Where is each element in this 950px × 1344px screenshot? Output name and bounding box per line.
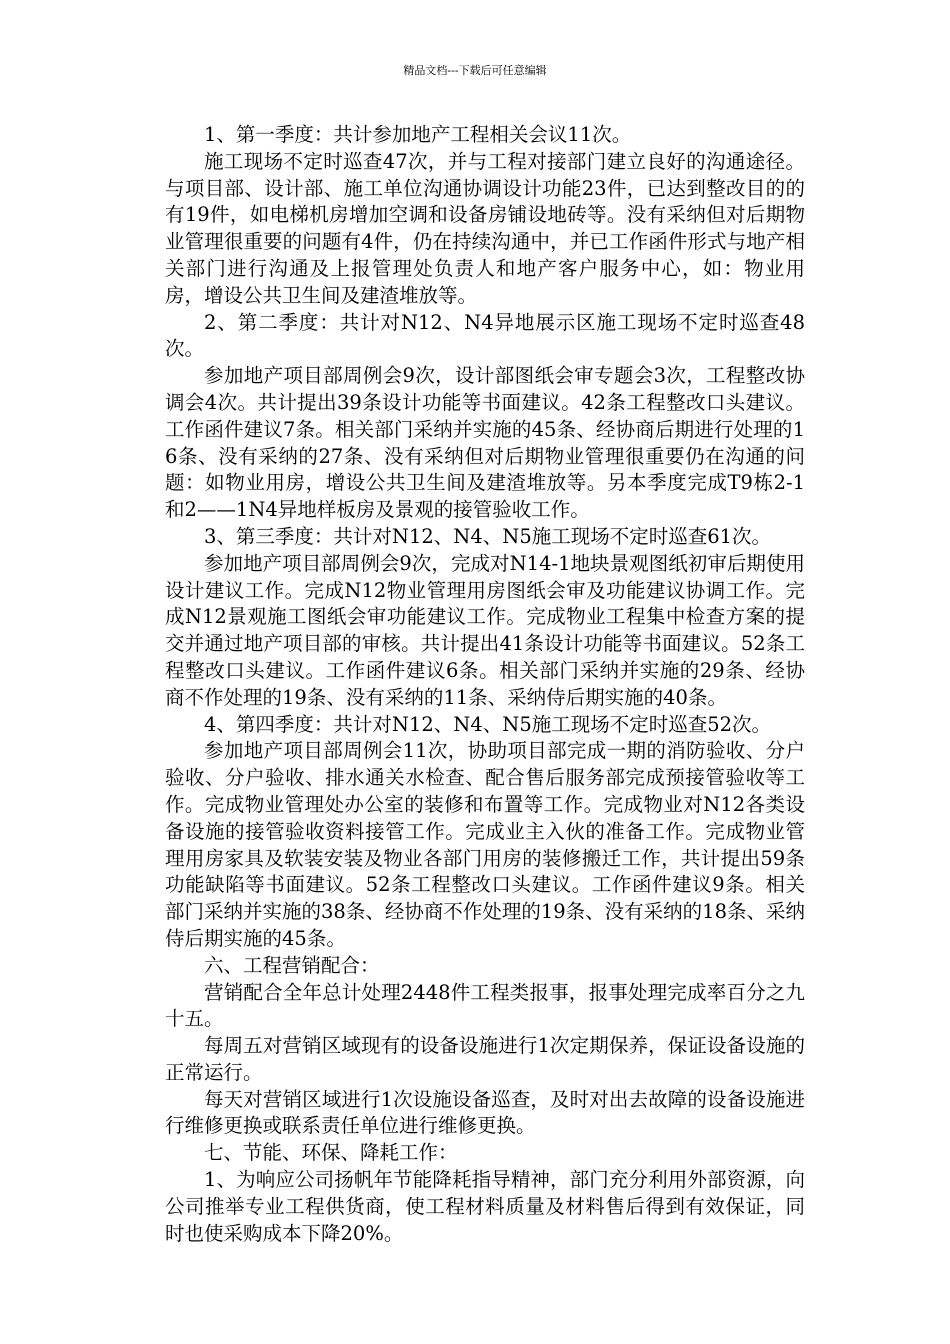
paragraph-q2-title: 2、第二季度：共计对N12、N4异地展示区施工现场不定时巡查48次。 xyxy=(165,310,805,361)
paragraph-marketing-reports: 营销配合全年总计处理2448件工程类报事，报事处理完成率百分之九十五。 xyxy=(165,980,805,1031)
page-header: 精品文档---下载后可任意编辑 xyxy=(403,64,547,77)
paragraph-q4-detail: 参加地产项目部周例会11次，协助项目部完成一期的消防验收、分户验收、分户验收、排水通关水检查、配合售后服务部完成预接管验收等工作。完成物业管理处办公室的装修和布置等工作。完成物业对N12各类设备设施的接管验收资料接管工作。完成业主入伙的准备工作。完成物业管理用房家具及软装安装及物业各部门用房的装修搬迁工作，共计提出59条功能缺陷等书面建议。52条工程整改口头建议。工作函件建议9条。相关部门采纳并实施的38条、经协商不作处理的19条、没有采纳的18条、采纳侍后期实施的45条。 xyxy=(165,739,805,950)
document-body xyxy=(165,122,805,1247)
paragraph-q3-detail: 参加地产项目部周例会9次，完成对N14-1地块景观图纸初审后期使用设计建议工作。完成N12物业管理用房图纸会审及功能建议协调工作。完成N12景观施工图纸会审功能建议工作。完成物业工程集中检查方案的提交并通过地产项目部的审核。共计提出41条设计功能等书面建议。52条工程整改口头建议。工作函件建议6条。相关部门采纳并实施的29条、经协商不作处理的19条、没有采纳的11条、采纳侍后期实施的40条。 xyxy=(165,551,805,709)
paragraph-q1-detail: 施工现场不定时巡查47次，并与工程对接部门建立良好的沟通途径。与项目部、设计部、施工单位沟通协调设计功能23件，已达到整改目的的有19件，如电梯机房增加空调和设备房铺设地砖等。没有采纳但对后期物业管理很重要的问题有4件，仍在持续沟通中，并已工作函件形式与地产相关部门进行沟通及上报管理处负责人和地产客户服务中心，如：物业用房，增设公共卫生间及建渣堆放等。 xyxy=(165,149,805,307)
paragraph-q2-detail: 参加地产项目部周例会9次，设计部图纸会审专题会3次，工程整改协调会4次。共计提出39条设计功能等书面建议。42条工程整改口头建议。工作函件建议7条。相关部门采纳并实施的45条、经协商后期进行处理的16条、没有采纳的27条、没有采纳但对后期物业管理很重要仍在沟通的问题：如物业用房，增设公共卫生间及建渣堆放等。另本季度完成T9栋2-1和2——1N4异地样板房及景观的接管验收工作。 xyxy=(165,364,805,522)
paragraph-q3-title: 3、第三季度：共计对N12、N4、N5施工现场不定时巡查61次。 xyxy=(204,524,772,548)
paragraph-q1-title: 1、第一季度：共计参加地产工程相关会议11次。 xyxy=(204,123,632,146)
paragraph-energy-1: 1、为响应公司扬帆年节能降耗指导精神，部门充分利用外部资源，向公司推举专业工程供货商，使工程材料质量及材料售后得到有效保证，同时也使采购成本下降20%。 xyxy=(165,1168,805,1245)
section-heading-marketing: 六、工程营销配合： xyxy=(204,953,380,977)
paragraph-q4-title: 4、第四季度：共计对N12、N4、N5施工现场不定时巡查52次。 xyxy=(204,712,772,736)
paragraph-marketing-maintenance: 每周五对营销区域现有的设备设施进行1次定期保养，保证设备设施的正常运行。 xyxy=(165,1034,805,1084)
section-heading-energy: 七、节能、环保、降耗工作： xyxy=(204,1141,458,1165)
paragraph-marketing-inspection: 每天对营销区域进行1次设施设备巡查，及时对出去故障的设备设施进行维修更换或联系责任单位进行维修更换。 xyxy=(165,1087,805,1138)
